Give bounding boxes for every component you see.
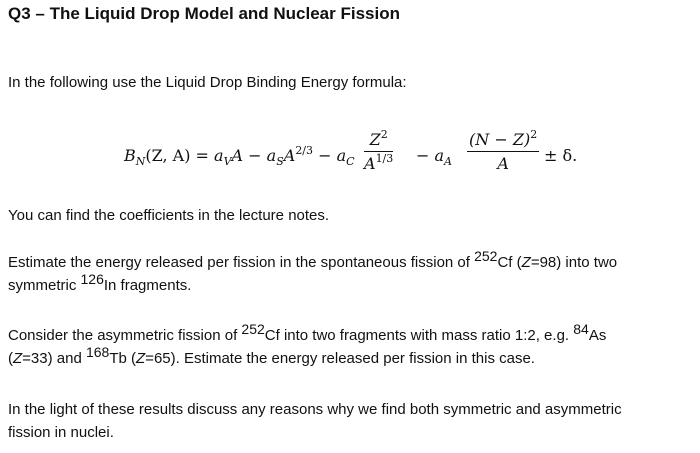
formula-volume-surface-terms: $B_N(Z$, $A) = a_VA - a_SA^{2/3} - a_C$	[124, 144, 355, 168]
formula-pairing-term: ± δ.	[544, 146, 578, 165]
intro-text: In the following use the Liquid Drop Binding Energy formula:	[8, 74, 407, 91]
question-discussion: In the light of these results discuss any reasons why we find both symmetric and asymmetric fission in nuclei.	[8, 401, 622, 441]
question-symmetric-fission: Estimate the energy released per fission in the spontaneous fission of $^{252}$Cf (Z=98) into two symmetric $^{126}$In fragments.	[8, 248, 618, 294]
formula-asymmetry-coefficient: − $a_A$	[416, 146, 452, 168]
question-title: Q3 – The Liquid Drop Model and Nuclear Fission	[8, 4, 400, 23]
asymmetry-fraction: $\frac{(N - Z)^2}{A}$	[469, 128, 538, 173]
coefficients-note: You can find the coefficients in the lecture notes.	[8, 207, 330, 224]
binding-energy-formula	[124, 128, 584, 194]
question-asymmetric-fission: Consider the asymmetric fission of $^{252}$Cf into two fragments with mass ratio 1:2, e.g. $^{84}$As (Z=33) and $^{168}$Tb (Z=65). Estimate the energy released per fission in this case.	[8, 321, 607, 367]
coulomb-fraction: $\frac{Z^2}{A^{1/3}}$	[364, 128, 394, 173]
